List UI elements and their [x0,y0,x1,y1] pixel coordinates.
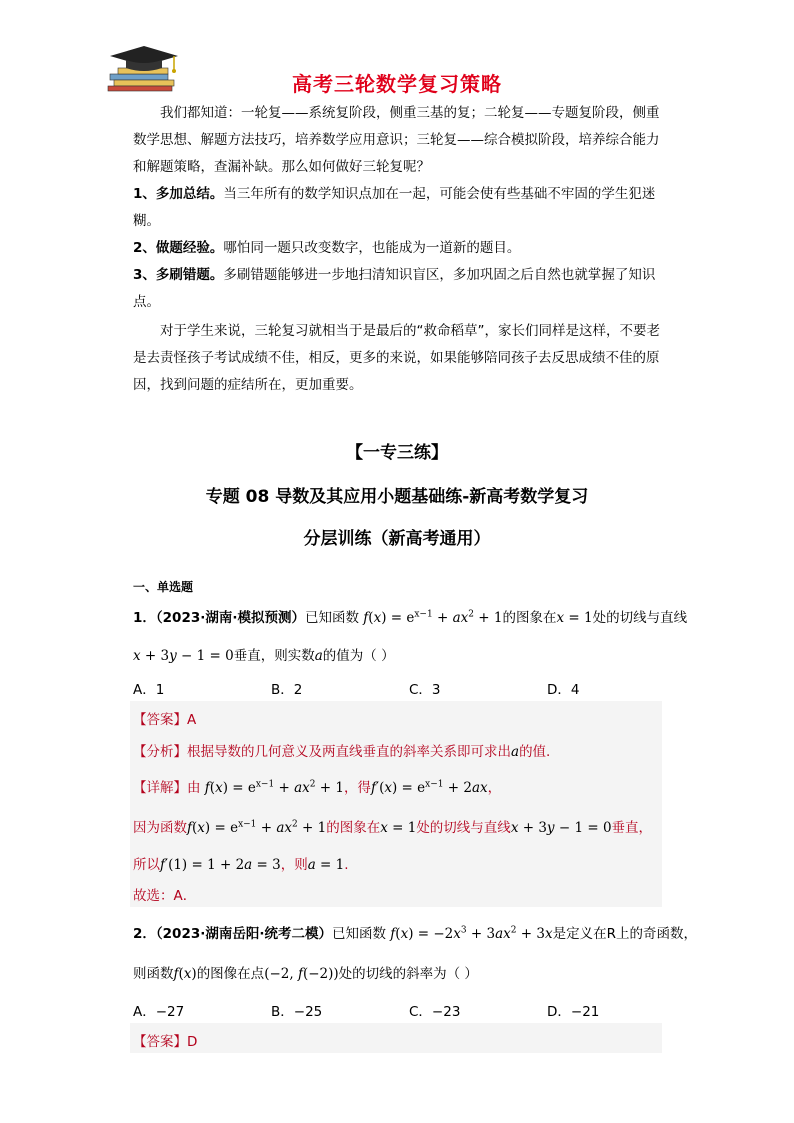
q1-text-b: 的图象在 [502,610,557,626]
q2-answer-box [130,1023,662,1053]
q1-stem-line2: x + 3y − 1 = 0垂直，则实数a的值为（ ） [133,648,395,664]
intro-paragraph: 我们都知道：一轮复——系统复阶段，侧重三基的复；二轮复——专题复阶段，侧重数学思想、解题方法技巧，培养数学应用意识；三轮复——综合模拟阶段，培养综合能力和解题策略，查漏补缺。那么如何做好三轮复呢？ [133,105,660,175]
q1-analysis: 【分析】根据导数的几何意义及两直线垂直的斜率关系即可求出a的值. [133,744,551,760]
topic-subheading: 分层训练（新高考通用） [303,529,491,549]
tip-3-text: 多刷错题能够进一步地扫清知识盲区，多加巩固之后自然也就掌握了知识点。 [133,267,656,310]
q1-number: 1． [133,610,156,626]
tip-2-text: 哪怕同一题只改变数字，也能成为一道新的题目。 [223,240,521,256]
q2-answer [133,1030,197,1050]
page-title: 高考三轮数学复习策略 [292,72,502,96]
q1-text-c: 处的切线与直线 [592,610,688,626]
q1-option-c[interactable]: C．3 [409,682,441,698]
series-heading: 【一专三练】 [346,443,448,463]
answer-value: A [187,712,197,728]
tip-1-text: 当三年所有的数学知识点加在一起，可能会使有些基础不牢固的学生犯迷糊。 [133,186,656,229]
q2-option-b[interactable]: B．−25 [271,1004,323,1020]
q1-answer-box [130,701,662,907]
q2-text-b: 是定义在R上的奇函数， [552,926,698,942]
q2-text-c: 则函数 [133,966,174,982]
analysis-text: 根据导数的几何意义及两直线垂直的斜率关系即可求出 [187,744,511,760]
analysis-label: 【分析】 [133,744,187,760]
detail3-text-c: . [344,857,349,873]
tip-3-label: 3、多刷错题。 [133,267,224,283]
q2-answer-label: 【答案】 [133,1034,187,1050]
q2-option-d[interactable]: D．−21 [547,1004,600,1020]
detail2-text-d: 垂直， [611,820,653,836]
q2-option-c[interactable]: C．−23 [409,1004,461,1020]
answer-label: 【答案】 [133,712,187,728]
section-heading: 一、单选题 [133,580,194,594]
q2-option-a[interactable]: A．−27 [133,1004,185,1020]
q1-detail-line1: 【详解】由 $f(x) = e^{x-1} + ax^2 + 1$，得$f'(x) = e^{x-1} + 2ax$， [133,779,502,796]
q1-text-d: 垂直，则实数 [233,648,315,664]
detail3-text-b: ，则 [280,857,308,873]
closing-paragraph: 对于学生来说，三轮复习就相当于是最后的“救命稻草”，家长们同样是这样，不要老是去责怪孩子考试成绩不佳，相反，更多的来说，如果能够陪同孩子去反思成绩不佳的原因，找到问题的症结所在，更加重要。 [133,323,660,393]
q1-source: （2023·湖南·模拟预测） [155,610,305,626]
q1-option-d[interactable]: D．4 [547,682,580,698]
analysis-end: 的值. [519,744,551,760]
tip-1-label: 1、多加总结。 [133,186,224,202]
tip-3 [133,262,661,316]
q2-source: （2023·湖南岳阳·统考二模） [155,926,332,942]
q2-text-a: 已知函数 [332,926,386,942]
q1-detail-line3: 所以f′(1) = 1 + 2a = 3，则a = 1. [133,857,349,873]
tip-2 [133,235,661,262]
q2-stem-line2: 则函数f(x)的图像在点(−2, f(−2))处的切线的斜率为（ ） [133,966,478,982]
detail-text-a: 由 [187,780,201,796]
q1-formula: f [363,610,369,626]
q2-text-e: 处的切线的斜率为（ ） [338,966,478,982]
q1-text-e: 的值为（ ） [322,648,395,664]
detail2-text-a: 因为函数 [133,820,187,836]
q1-options [133,678,661,698]
q1-choose: 故选：A． [133,888,197,904]
q2-answer-value: D [187,1034,198,1050]
detail-text-c: ， [487,780,502,796]
detail2-text-c: 处的切线与直线 [416,820,511,836]
q1-option-b[interactable]: B．2 [271,682,303,698]
q2-text-d: 的图像在点 [196,966,265,982]
tip-1 [133,181,661,235]
tip-2-label: 2、做题经验。 [133,240,224,256]
detail-label: 【详解】 [133,780,187,796]
q1-option-a[interactable]: A．1 [133,682,165,698]
detail2-text-b: 的图象在 [326,820,381,836]
q2-number: 2． [133,926,156,942]
q1-text: 已知函数 [305,610,359,626]
q1-answer [133,708,196,728]
q1-stem-line1: 1．（2023·湖南·模拟预测）已知函数 $f(x) = e^{x-1} + ax^2 + 1$的图象在x = 1处的切线与直线 [133,609,688,626]
detail3-text-a: 所以 [133,857,160,873]
topic-heading: 专题 08 导数及其应用小题基础练-新高考数学复习 [205,487,589,507]
detail-text-b: ，得 [344,780,371,796]
q1-detail-line2: 因为函数$f(x) = e^{x-1} + ax^2 + 1$的图象在x = 1处的切线与直线x + 3y − 1 = 0垂直， [133,819,653,836]
q2-options [133,1000,661,1020]
q2-stem-line1: 2．（2023·湖南岳阳·统考二模）已知函数 $f(x) = -2x^3 + 3ax^2 + 3x$是定义在R上的奇函数， [133,925,698,942]
